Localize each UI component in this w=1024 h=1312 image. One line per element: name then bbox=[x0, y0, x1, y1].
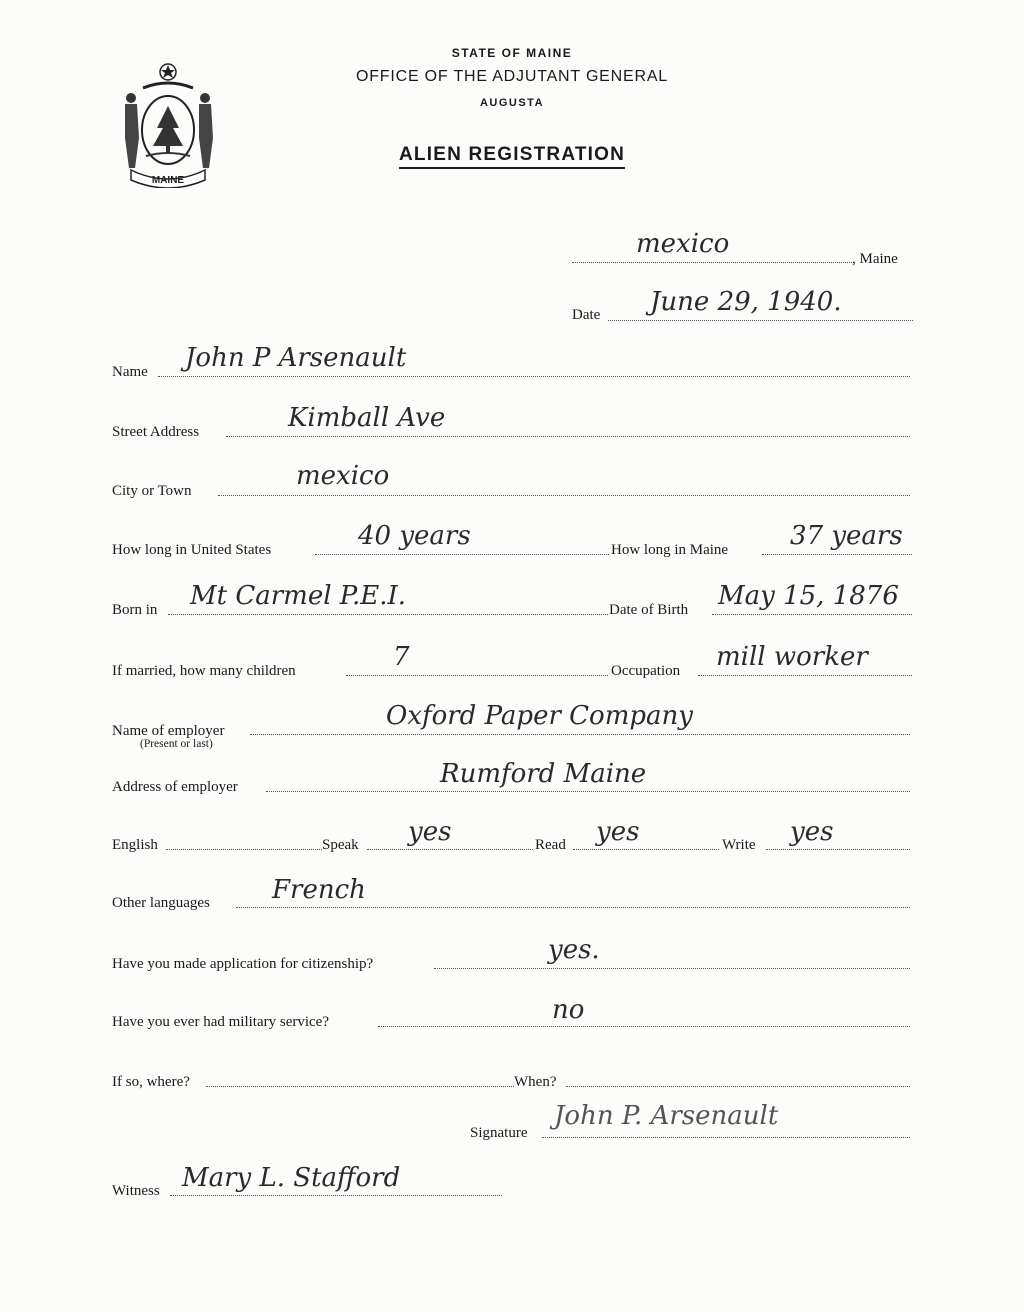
military-value: no bbox=[552, 995, 585, 1025]
speak-value: yes bbox=[408, 817, 452, 847]
when-line bbox=[566, 1086, 910, 1087]
occupation-line bbox=[698, 675, 912, 676]
born-line bbox=[168, 614, 608, 615]
form-title-text: ALIEN REGISTRATION bbox=[399, 144, 625, 169]
dob-value: May 15, 1876 bbox=[718, 581, 899, 611]
name-line bbox=[158, 376, 910, 377]
location-line bbox=[572, 262, 854, 263]
employer-line bbox=[250, 734, 910, 735]
header-city: AUGUSTA bbox=[479, 97, 545, 109]
employer-address-value: Rumford Maine bbox=[440, 759, 647, 789]
military-line bbox=[378, 1026, 910, 1027]
children-label: If married, how many children bbox=[112, 663, 296, 679]
location-suffix: , Maine bbox=[852, 251, 898, 267]
name-label: Name bbox=[112, 364, 148, 380]
other-languages-line bbox=[236, 907, 910, 908]
employer-value: Oxford Paper Company bbox=[386, 701, 693, 731]
city-value: mexico bbox=[296, 461, 390, 491]
other-languages-value: French bbox=[272, 875, 366, 905]
maine-duration-value: 37 years bbox=[790, 521, 903, 551]
date-label: Date bbox=[572, 307, 601, 323]
occupation-value: mill worker bbox=[716, 642, 868, 672]
children-line bbox=[346, 675, 608, 676]
read-line bbox=[573, 849, 719, 850]
name-value: John P Arsenault bbox=[185, 343, 407, 373]
header-office: OFFICE OF THE ADJUTANT GENERAL bbox=[355, 68, 669, 85]
us-duration-value: 40 years bbox=[358, 521, 471, 551]
location-value: mexico bbox=[636, 229, 730, 259]
when-label: When? bbox=[514, 1074, 557, 1090]
street-label: Street Address bbox=[112, 424, 200, 440]
citizenship-line bbox=[434, 968, 910, 969]
other-languages-label: Other languages bbox=[112, 895, 210, 911]
where-line bbox=[206, 1086, 514, 1087]
signature-line bbox=[542, 1137, 910, 1138]
employer-label: Name of employer bbox=[112, 723, 225, 739]
city-label: City or Town bbox=[112, 483, 192, 499]
dob-line bbox=[712, 614, 912, 615]
speak-line bbox=[367, 849, 533, 850]
witness-line bbox=[170, 1195, 502, 1196]
seal-text: MAINE bbox=[151, 175, 185, 186]
signature-value: John P. Arsenault bbox=[554, 1101, 779, 1131]
witness-label: Witness bbox=[112, 1183, 160, 1199]
write-label: Write bbox=[722, 837, 756, 853]
date-value: June 29, 1940. bbox=[650, 287, 842, 317]
date-line bbox=[608, 320, 913, 321]
occupation-label: Occupation bbox=[611, 663, 681, 679]
maine-duration-label: How long in Maine bbox=[611, 542, 729, 558]
header-state: STATE OF MAINE bbox=[451, 46, 573, 60]
employer-address-line bbox=[266, 791, 910, 792]
street-value: Kimball Ave bbox=[288, 403, 446, 433]
born-label: Born in bbox=[112, 602, 158, 618]
read-value: yes bbox=[596, 817, 640, 847]
employer-address-label: Address of employer bbox=[112, 779, 238, 795]
signature-label: Signature bbox=[470, 1125, 528, 1141]
form-title bbox=[0, 144, 1024, 166]
children-value: 7 bbox=[393, 642, 410, 672]
born-value: Mt Carmel P.E.I. bbox=[190, 581, 407, 611]
where-label: If so, where? bbox=[112, 1074, 190, 1090]
english-label: English bbox=[112, 837, 158, 853]
us-duration-line bbox=[315, 554, 609, 555]
read-label: Read bbox=[535, 837, 566, 853]
citizenship-label: Have you made application for citizenship? bbox=[112, 956, 374, 972]
citizenship-value: yes. bbox=[548, 935, 600, 965]
speak-label: Speak bbox=[322, 837, 359, 853]
maine-duration-line bbox=[762, 554, 912, 555]
employer-sublabel: (Present or last) bbox=[140, 738, 213, 750]
us-duration-label: How long in United States bbox=[112, 542, 272, 558]
english-line bbox=[166, 849, 322, 850]
write-line bbox=[766, 849, 910, 850]
write-value: yes bbox=[790, 817, 834, 847]
military-label: Have you ever had military service? bbox=[112, 1014, 329, 1030]
street-line bbox=[226, 436, 910, 437]
dob-label: Date of Birth bbox=[609, 602, 689, 618]
city-line bbox=[218, 495, 910, 496]
witness-value: Mary L. Stafford bbox=[182, 1163, 401, 1193]
